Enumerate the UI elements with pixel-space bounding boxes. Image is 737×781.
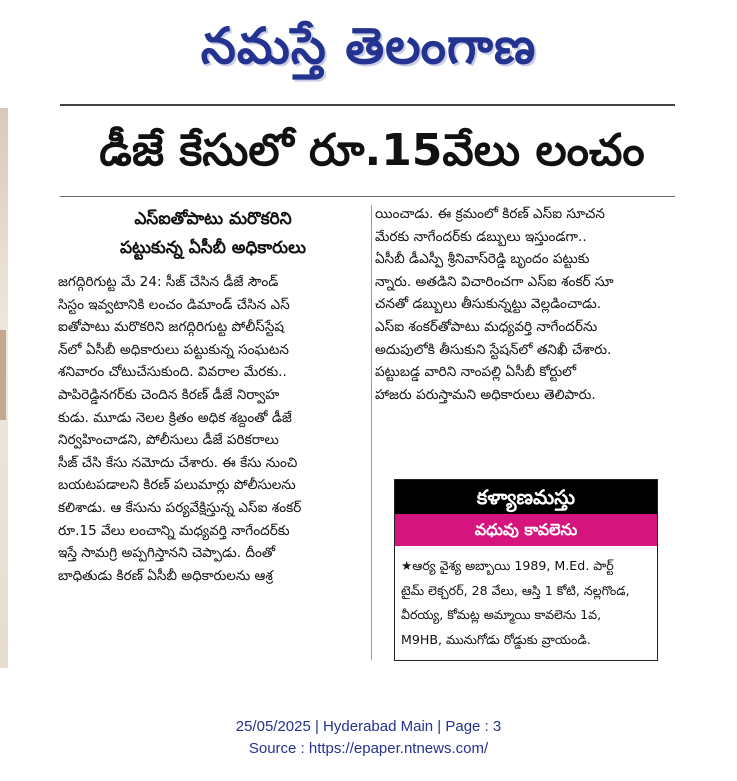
body-line: నిర్వహించాడని, పోలీసులు డీజే పరికరాలు [58,432,279,449]
body-line: సీజ్ చేసి కేసు నమోదు చేశారు. ఈ కేసు నుంచి [58,454,298,471]
ad-line: టైమ్ లెక్చరర్, 28 వేలు, ఆస్తి 1 కోటి, నల్లగొండ, [401,582,630,598]
classified-ad [394,479,658,661]
body-line: కలిశాడు. ఆ కేసును పర్యవేక్షిస్తున్న ఎస్ఐ శంకర్ [58,499,302,516]
footer-source-link[interactable]: Source : https://epaper.ntnews.com/ [248,740,489,757]
ad-line: M9HB, మునుగోడు రోడ్డుకు వ్రాయండి. [401,631,591,647]
headline-divider [60,196,675,197]
footer-date-edition: 25/05/2025 | Hyderabad Main | Page : 3 [235,718,502,735]
body-line: సిస్టం ఇవ్వటానికి లంచం డిమాండ్ చేసిన ఎస్ [58,296,290,313]
body-line: కుడు. మూడు నెలల క్రితం అధిక శబ్దంతో డీజే [58,409,292,426]
body-line: శనివారం చోటుచేసుకుంది. వివరాల మేరకు.. [58,364,287,381]
subheadline-line: ఎస్ఐతోపాటు మరొకరిని [134,209,292,229]
body-line: పట్టుబడ్డ వారిని నాంపల్లి ఏసీబీ కోర్టులో [375,364,577,381]
ad-body [395,546,657,652]
body-line: న్నారు. అతడిని విచారించగా ఎస్ఐ శంకర్ సూ [375,273,614,290]
body-line: న్‌లో ఏసీబీ అధికారులు పట్టుకున్న సంఘటన [58,341,289,358]
body-line: మేరకు నాగేందర్‌కు డబ్బులు ఇస్తుండగా.. [375,228,587,245]
body-line: పాపిరెడ్డినగర్‌కు చెందిన కిరణ్ డీజే నిర్వాహ [58,386,280,403]
body-line: బాధితుడు కిరణ్ ఏసీబీ అధికారులను ఆశ్ర [58,567,273,584]
body-line: ఇస్తే సామగ్రి అప్పగిస్తానని చెప్పాడు. దీంతో [58,545,276,562]
article-column-left [58,203,368,587]
body-line: ఏసీబీ డీఎస్పీ శ్రీనివాస్‌రెడ్డి బృందం పట్టుకు [375,251,590,268]
footer [0,716,737,760]
adjacent-clipping-strip [0,330,6,420]
article-subheadline [58,205,368,263]
body-line: ఐతోపాటు మరొకరిని జగద్గిరిగుట్ట పోలీస్‌స్టేష [58,319,285,336]
article-headline: డీజే కేసులో రూ.15వేలు లంచం [99,125,645,176]
body-line: యించాడు. ఈ క్రమంలో కిరణ్ ఎస్ఐ సూచన [375,206,605,222]
ad-line: వీరయ్య, కోమట్ల అమ్మాయి కావలెను 1వ, [401,607,602,622]
article-column-right [375,203,675,406]
body-line: హాజరు పరుస్తామని అధికారులు తెలిపారు. [375,386,596,403]
ad-subheader: వధువు కావలెను [395,514,657,546]
top-divider [60,104,675,106]
masthead [0,0,737,92]
subheadline-line: పట్టుకున్న ఏసీబీ అధికారులు [119,238,307,258]
ad-header: కళ్యాణమస్తు [395,480,657,514]
newspaper-logo: నమస్తే తెలంగాణ [200,17,537,75]
body-line: రూ.15 వేలు లంచాన్ని మధ్యవర్తి నాగేందర్‌కు [58,522,290,539]
body-line: బయటపడాలని కిరణ్ పలుమార్లు పోలీసులను [58,477,296,494]
body-line: చనతో డబ్బులు తీసుకున్నట్టు వెల్లడించాడు. [375,296,602,313]
body-line: ఎస్ఐ శంకర్‌తోపాటు మధ్యవర్తి నాగేందర్‌ను [375,318,598,335]
ad-line: ★ఆర్య వైశ్య అబ్బాయి 1989, M.Ed. పార్ట్ [401,558,614,573]
body-line: జగద్గిరిగుట్ట మే 24: సీజ్ చేసిన డీజే సౌండ్ [58,274,279,290]
column-divider [371,205,372,660]
body-line: అదుపులోకి తీసుకుని స్టేషన్‌లో తనిఖీ చేశారు. [375,341,612,358]
